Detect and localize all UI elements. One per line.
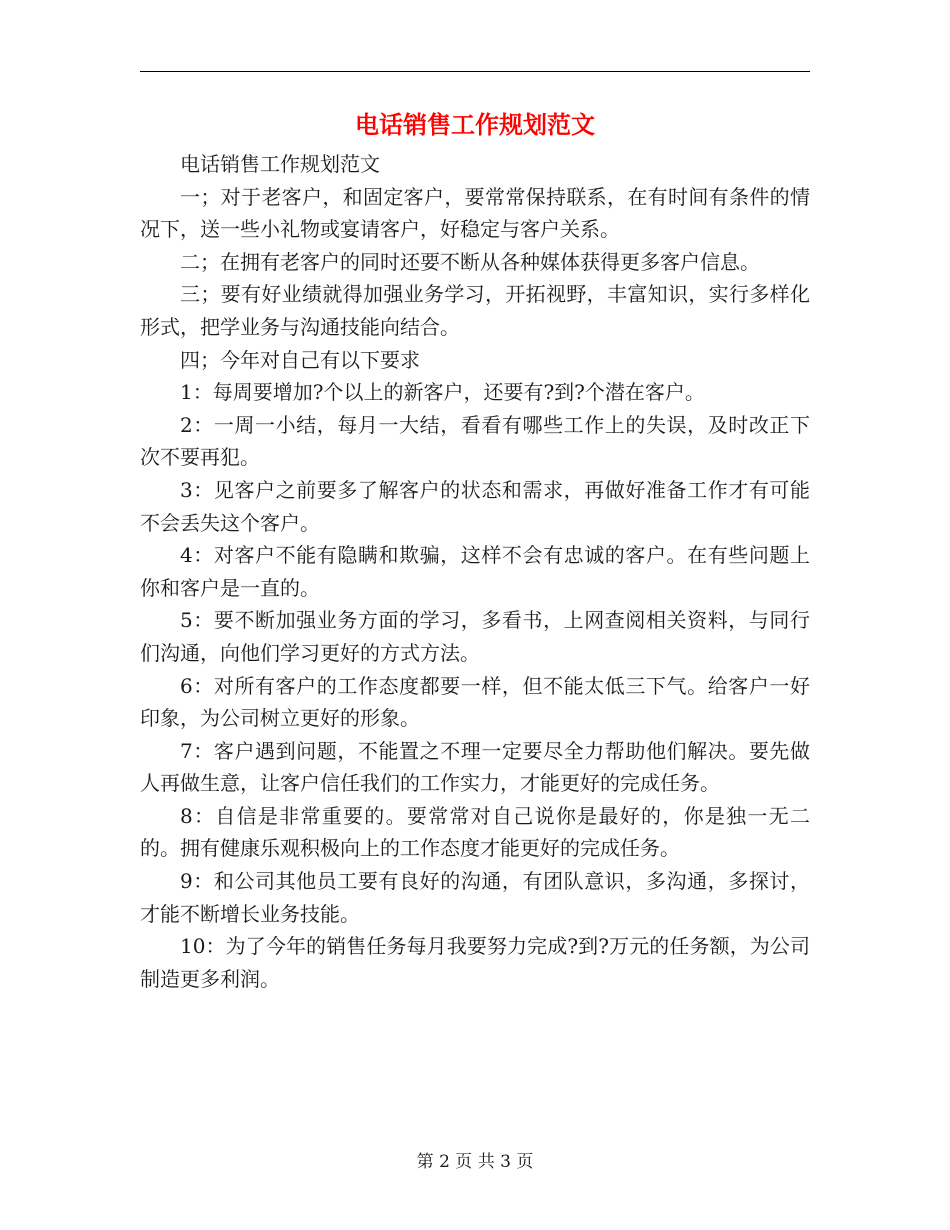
paragraph-subtitle: 电话销售工作规划范文 xyxy=(180,152,380,176)
document-title: 电话销售工作规划范文 xyxy=(355,110,595,139)
requirement-4: 4：对客户不能有隐瞒和欺骗，这样不会有忠诚的客户。在有些问题上你和客户是一直的。 xyxy=(140,543,810,600)
paragraph-item-4: 四；今年对自己有以下要求 xyxy=(180,347,420,372)
header-rule xyxy=(140,71,810,72)
requirement-5: 5：要不断加强业务方面的学习，多看书，上网查阅相关资料，与同行们沟通，向他们学习更好的方式方法。 xyxy=(140,608,810,665)
requirement-2: 2：一周一小结，每月一大结，看看有哪些工作上的失误，及时改正下次不要再犯。 xyxy=(140,412,810,470)
paragraph-item-3: 三；要有好业绩就得加强业务学习，开拓视野，丰富知识，实行多样化形式，把学业务与沟通技能向结合。 xyxy=(140,282,810,339)
document-body xyxy=(140,148,810,995)
requirement-3: 3：见客户之前要多了解客户的状态和需求，再做好准备工作才有可能不会丢失这个客户。 xyxy=(140,477,810,535)
requirement-8: 8：自信是非常重要的。要常常对自己说你是最好的，你是独一无二的。拥有健康乐观积极向上的工作态度才能更好的完成任务。 xyxy=(140,803,810,861)
paragraph-item-1: 一；对于老客户，和固定客户，要常常保持联系，在有时间有条件的情况下，送一些小礼物或宴请客户，好稳定与客户关系。 xyxy=(140,184,810,242)
requirement-6: 6：对所有客户的工作态度都要一样，但不能太低三下气。给客户一好印象，为公司树立更好的形象。 xyxy=(140,673,810,731)
requirement-7: 7：客户遇到问题，不能置之不理一定要尽全力帮助他们解决。要先做人再做生意，让客户信任我们的工作实力，才能更好的完成任务。 xyxy=(140,738,810,796)
requirement-10: 10：为了今年的销售任务每月我要努力完成?到?万元的任务额，为公司制造更多利润。 xyxy=(140,934,810,991)
paragraph-item-2: 二；在拥有老客户的同时还要不断从各种媒体获得更多客户信息。 xyxy=(180,249,760,274)
page-number: 第 2 页 共 3 页 xyxy=(416,1152,534,1172)
requirement-1: 1：每周要增加?个以上的新客户，还要有?到?个潜在客户。 xyxy=(180,380,705,405)
requirement-9: 9：和公司其他员工要有良好的沟通，有团队意识，多沟通，多探讨，才能不断增长业务技能。 xyxy=(140,869,810,926)
